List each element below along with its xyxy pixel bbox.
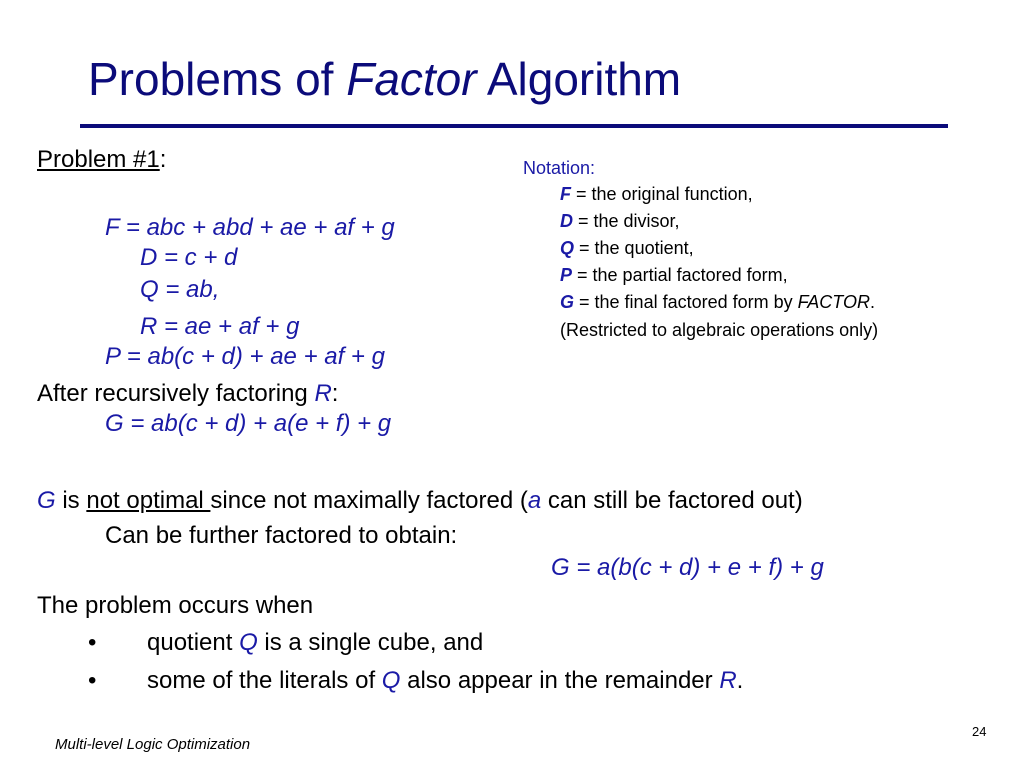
notation-text-p: = the partial factored form, <box>572 265 788 285</box>
slide-title <box>88 52 681 106</box>
not-optimal-line <box>37 487 803 515</box>
notation-restriction: (Restricted to algebraic operations only) <box>560 320 879 340</box>
notation-sym-q: Q <box>560 238 575 258</box>
notation-sym-p: P <box>560 265 573 285</box>
notation-text-q: = the quotient, <box>574 238 694 258</box>
bullet-2-var2: R <box>719 667 737 694</box>
not-optimal-end: can still be factored out) <box>541 487 803 514</box>
after-suffix: : <box>331 380 339 407</box>
equation-q: Q = ab, <box>140 276 220 303</box>
bullet-2-pre: some of the literals of <box>147 667 382 694</box>
notation-item-g <box>560 292 875 313</box>
notation-end-g: . <box>869 292 875 312</box>
notation-item-p <box>560 265 788 286</box>
not-optimal-var: G <box>37 487 56 514</box>
notation-item-d <box>560 211 680 232</box>
notation-item-f <box>560 184 753 205</box>
bullet-item-2 <box>147 667 743 695</box>
title-prefix: Problems of <box>88 53 347 105</box>
bullet-2-mid: also appear in the remainder <box>400 667 720 694</box>
title-emphasis: Factor <box>346 53 477 105</box>
equation-g1: G = ab(c + d) + a(e + f) + g <box>105 410 392 437</box>
notation-item-q <box>560 238 694 259</box>
equation-g2: G = a(b(c + d) + e + f) + g <box>551 554 824 581</box>
notation-sym-g: G <box>560 292 575 312</box>
bullet-1-post: is a single cube, and <box>257 629 484 656</box>
title-underline-rule <box>80 124 948 128</box>
not-optimal-var2: a <box>527 487 542 514</box>
after-factoring-line <box>37 380 338 408</box>
problem-label <box>37 146 166 174</box>
after-var: R <box>314 380 332 407</box>
bullet-marker-1: • <box>88 629 97 656</box>
bullet-1-var: Q <box>239 629 258 656</box>
notation-text-f: = the original function, <box>571 184 753 204</box>
not-optimal-underlined: not optimal <box>86 487 211 514</box>
notation-emph-g: FACTOR <box>797 292 870 312</box>
title-suffix: Algorithm <box>476 53 682 105</box>
problem-label-text: Problem #1 <box>37 146 160 173</box>
further-factored-line: Can be further factored to obtain: <box>105 522 458 549</box>
not-optimal-mid: since not maximally factored ( <box>210 487 528 514</box>
notation-text-d: = the divisor, <box>573 211 680 231</box>
bullet-2-post: . <box>736 667 744 694</box>
equation-p: P = ab(c + d) + ae + af + g <box>105 343 385 370</box>
notation-heading: Notation: <box>523 158 596 178</box>
page-number: 24 <box>972 724 987 739</box>
equation-r: R = ae + af + g <box>140 313 300 340</box>
equation-d: D = c + d <box>140 244 238 271</box>
notation-sym-d: D <box>560 211 573 231</box>
equation-f: F = abc + abd + ae + af + g <box>105 214 395 241</box>
problem-occurs-line: The problem occurs when <box>37 592 314 619</box>
bullet-1-pre: quotient <box>147 629 240 656</box>
problem-label-colon: : <box>159 146 167 173</box>
not-optimal-is: is <box>55 487 87 514</box>
bullet-item-1 <box>147 629 483 657</box>
slide-footer: Multi-level Logic Optimization <box>55 736 251 753</box>
notation-sym-f: F <box>560 184 571 204</box>
notation-text-g: = the final factored form by <box>574 292 798 312</box>
after-prefix: After recursively factoring <box>37 380 315 407</box>
bullet-marker-2: • <box>88 667 97 694</box>
bullet-2-var: Q <box>381 667 401 694</box>
